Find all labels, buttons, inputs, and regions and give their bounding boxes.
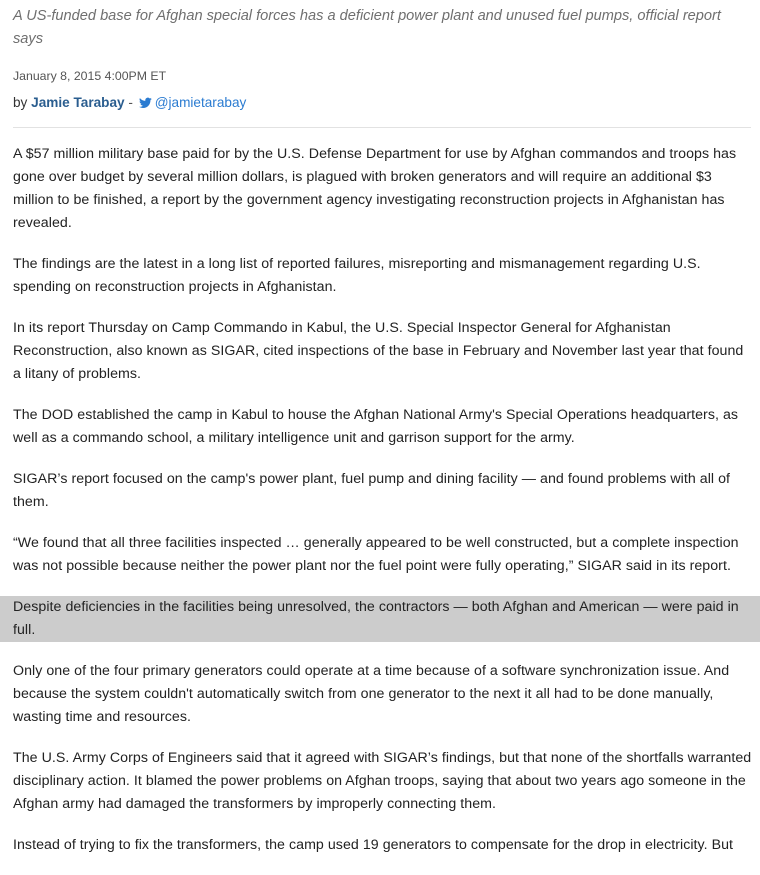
article-body: [13, 143, 753, 857]
paragraph: SIGAR’s report focused on the camp's power plant, fuel pump and dining facility — and found problems with all of them.: [13, 471, 731, 510]
article-dateline: January 8, 2015 4:00PM ET: [13, 69, 167, 83]
highlighted-paragraph[interactable]: Despite deficiencies in the facilities being unresolved, the contractors — both Afghan and American — were paid in full.: [0, 596, 760, 642]
paragraph: The DOD established the camp in Kabul to house the Afghan National Army's Special Operations headquarters, as well as a commando school, a military intelligence unit and garrison support for the army.: [13, 407, 739, 446]
article-subhead: A US-funded base for Afghan special forces has a deficient power plant and unused fuel pumps, official report says: [13, 8, 721, 47]
paragraph: Instead of trying to fix the transformers, the camp used 19 generators to compensate for the drop in electricity. But: [13, 837, 734, 853]
article: [13, 0, 753, 875]
byline-prefix: by: [13, 95, 28, 110]
header-divider: [13, 127, 751, 128]
twitter-bird-icon: [139, 97, 152, 109]
paragraph: Only one of the four primary generators could operate at a time because of a software synchronization issue. And because the system couldn't automatically switch from one generator to the next it all had to be done manually, wasting time and resources.: [13, 663, 730, 725]
paragraph: “We found that all three facilities inspected … generally appeared to be well constructed, but a complete inspection was not possible because neither the power plant nor the fuel point were fully operating,” SIGAR said in its report.: [13, 535, 739, 574]
author-link[interactable]: Jamie Tarabay: [31, 95, 125, 110]
paragraph: In its report Thursday on Camp Commando in Kabul, the U.S. Special Inspector General for Afghanistan Reconstruction, also known as SIGAR, cited inspections of the base in February and November last year that found a litany of problems.: [13, 320, 744, 382]
twitter-handle-link[interactable]: @jamietarabay: [154, 95, 247, 110]
paragraph: The findings are the latest in a long list of reported failures, misreporting and mismanagement regarding U.S. spending on reconstruction projects in Afghanistan.: [13, 256, 701, 295]
paragraph: A $57 million military base paid for by the U.S. Defense Department for use by Afghan commandos and troops has gone over budget by several million dollars, is plagued with broken generators and will require an additional $3 million to be finished, a report by the government agency investigating reconstruction projects in Afghanistan has revealed.: [13, 146, 737, 231]
paragraph: The U.S. Army Corps of Engineers said that it agreed with SIGAR’s findings, but that none of the shortfalls warranted disciplinary action. It blamed the power problems on Afghan troops, saying that about two years ago someone in the Afghan army had damaged the transformers by improperly connecting them.: [13, 750, 752, 812]
byline-separator: -: [128, 95, 133, 110]
article-byline: [13, 94, 753, 112]
